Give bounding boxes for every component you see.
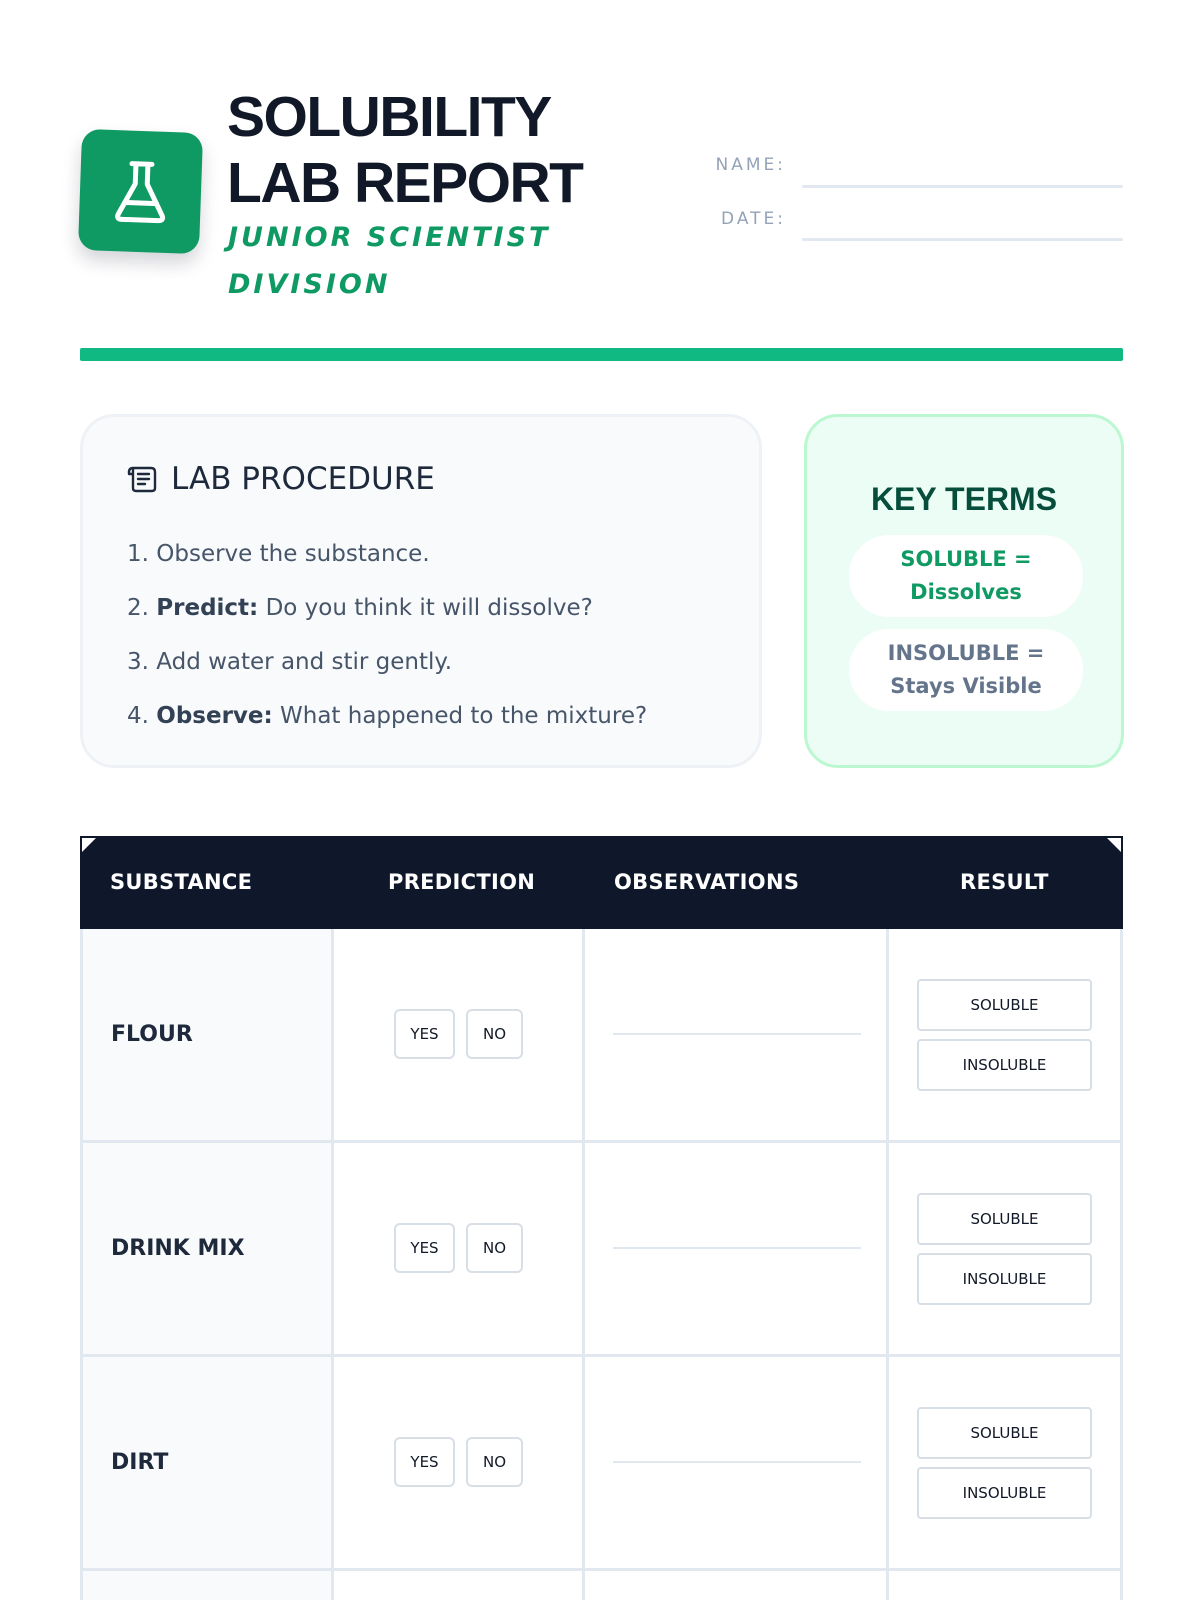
step-number: 1. [127,541,149,567]
prediction-cell [331,929,582,1140]
col-header-prediction: PREDICTION [388,870,536,894]
soluble-option[interactable]: SOLUBLE [917,1407,1092,1459]
term-definition: Dissolves [910,580,1022,604]
prediction-cell [331,1571,582,1600]
col-header-result: RESULT [960,870,1049,894]
flask-icon [109,157,171,225]
insoluble-option[interactable]: INSOLUBLE [917,1253,1092,1305]
step-keyword: Predict: [156,595,259,621]
substance-cell [80,929,331,1140]
table-row [80,929,1123,1143]
result-cell [886,1357,1123,1568]
step-text: What happened to the mixture? [280,703,648,729]
insoluble-option[interactable]: INSOLUBLE [917,1467,1092,1519]
step-number: 2. [127,595,149,621]
term-insoluble [849,629,1083,711]
soluble-option[interactable]: SOLUBLE [917,1193,1092,1245]
step-keyword: Observe: [156,703,273,729]
step-text: Do you think it will dissolve? [265,595,593,621]
procedure-card [80,414,762,768]
prediction-cell [331,1357,582,1568]
substance-name: DIRT [111,1450,169,1475]
term-name: SOLUBLE = [900,547,1032,571]
name-field[interactable] [802,185,1123,188]
scroll-icon [127,464,159,494]
header-corner-left [82,838,96,852]
table-header [80,836,1123,929]
substance-cell [80,1571,331,1600]
no-button[interactable]: NO [466,1437,523,1487]
prediction-cell [331,1143,582,1354]
flask-logo [78,129,203,254]
key-terms-card [804,414,1124,768]
observation-line[interactable] [613,1247,861,1249]
page-subtitle: JUNIOR SCIENTIST DIVISION [228,222,551,300]
result-cell [886,929,1123,1140]
procedure-steps [127,527,647,743]
step-number: 3. [127,649,149,675]
observation-line[interactable] [613,1033,861,1035]
procedure-step [127,635,647,689]
insoluble-option[interactable]: INSOLUBLE [917,1039,1092,1091]
result-cell [886,1571,1123,1600]
yes-button[interactable]: YES [394,1437,455,1487]
col-header-substance: SUBSTANCE [110,870,253,894]
yes-button[interactable]: YES [394,1009,455,1059]
page-title [227,84,583,216]
col-header-observations: OBSERVATIONS [614,870,800,894]
procedure-step [127,689,647,743]
observations-cell [582,1571,886,1600]
step-text: Add water and stir gently. [156,649,453,675]
name-label: NAME: [715,155,786,175]
observations-cell [582,1357,886,1568]
step-text: Observe the substance. [156,541,430,567]
header-corner-right [1107,838,1121,852]
no-button[interactable]: NO [466,1009,523,1059]
key-terms-title: KEY TERMS [870,481,1058,517]
table-row [80,1143,1123,1357]
date-label: DATE: [721,209,786,229]
table-row [80,1357,1123,1571]
term-definition: Stays Visible [890,674,1042,698]
table-row [80,1571,1123,1600]
step-number: 4. [127,703,149,729]
result-cell [886,1143,1123,1354]
observations-cell [582,1143,886,1354]
no-button[interactable]: NO [466,1223,523,1273]
procedure-step [127,581,647,635]
term-soluble [849,535,1083,617]
substance-name: DRINK MIX [111,1236,245,1261]
term-name: INSOLUBLE = [887,641,1045,665]
results-table [80,836,1123,1600]
observation-line[interactable] [613,1461,861,1463]
procedure-step [127,527,647,581]
substance-name: FLOUR [111,1022,193,1047]
substance-cell [80,1357,331,1568]
title-line-2: LAB REPORT [227,151,583,215]
header-divider [80,348,1123,361]
substance-cell [80,1143,331,1354]
title-line-1: SOLUBILITY [227,85,551,149]
observations-cell [582,929,886,1140]
date-field[interactable] [802,238,1123,241]
procedure-heading [127,461,435,497]
procedure-title: LAB PROCEDURE [171,461,435,497]
soluble-option[interactable]: SOLUBLE [917,979,1092,1031]
yes-button[interactable]: YES [394,1223,455,1273]
